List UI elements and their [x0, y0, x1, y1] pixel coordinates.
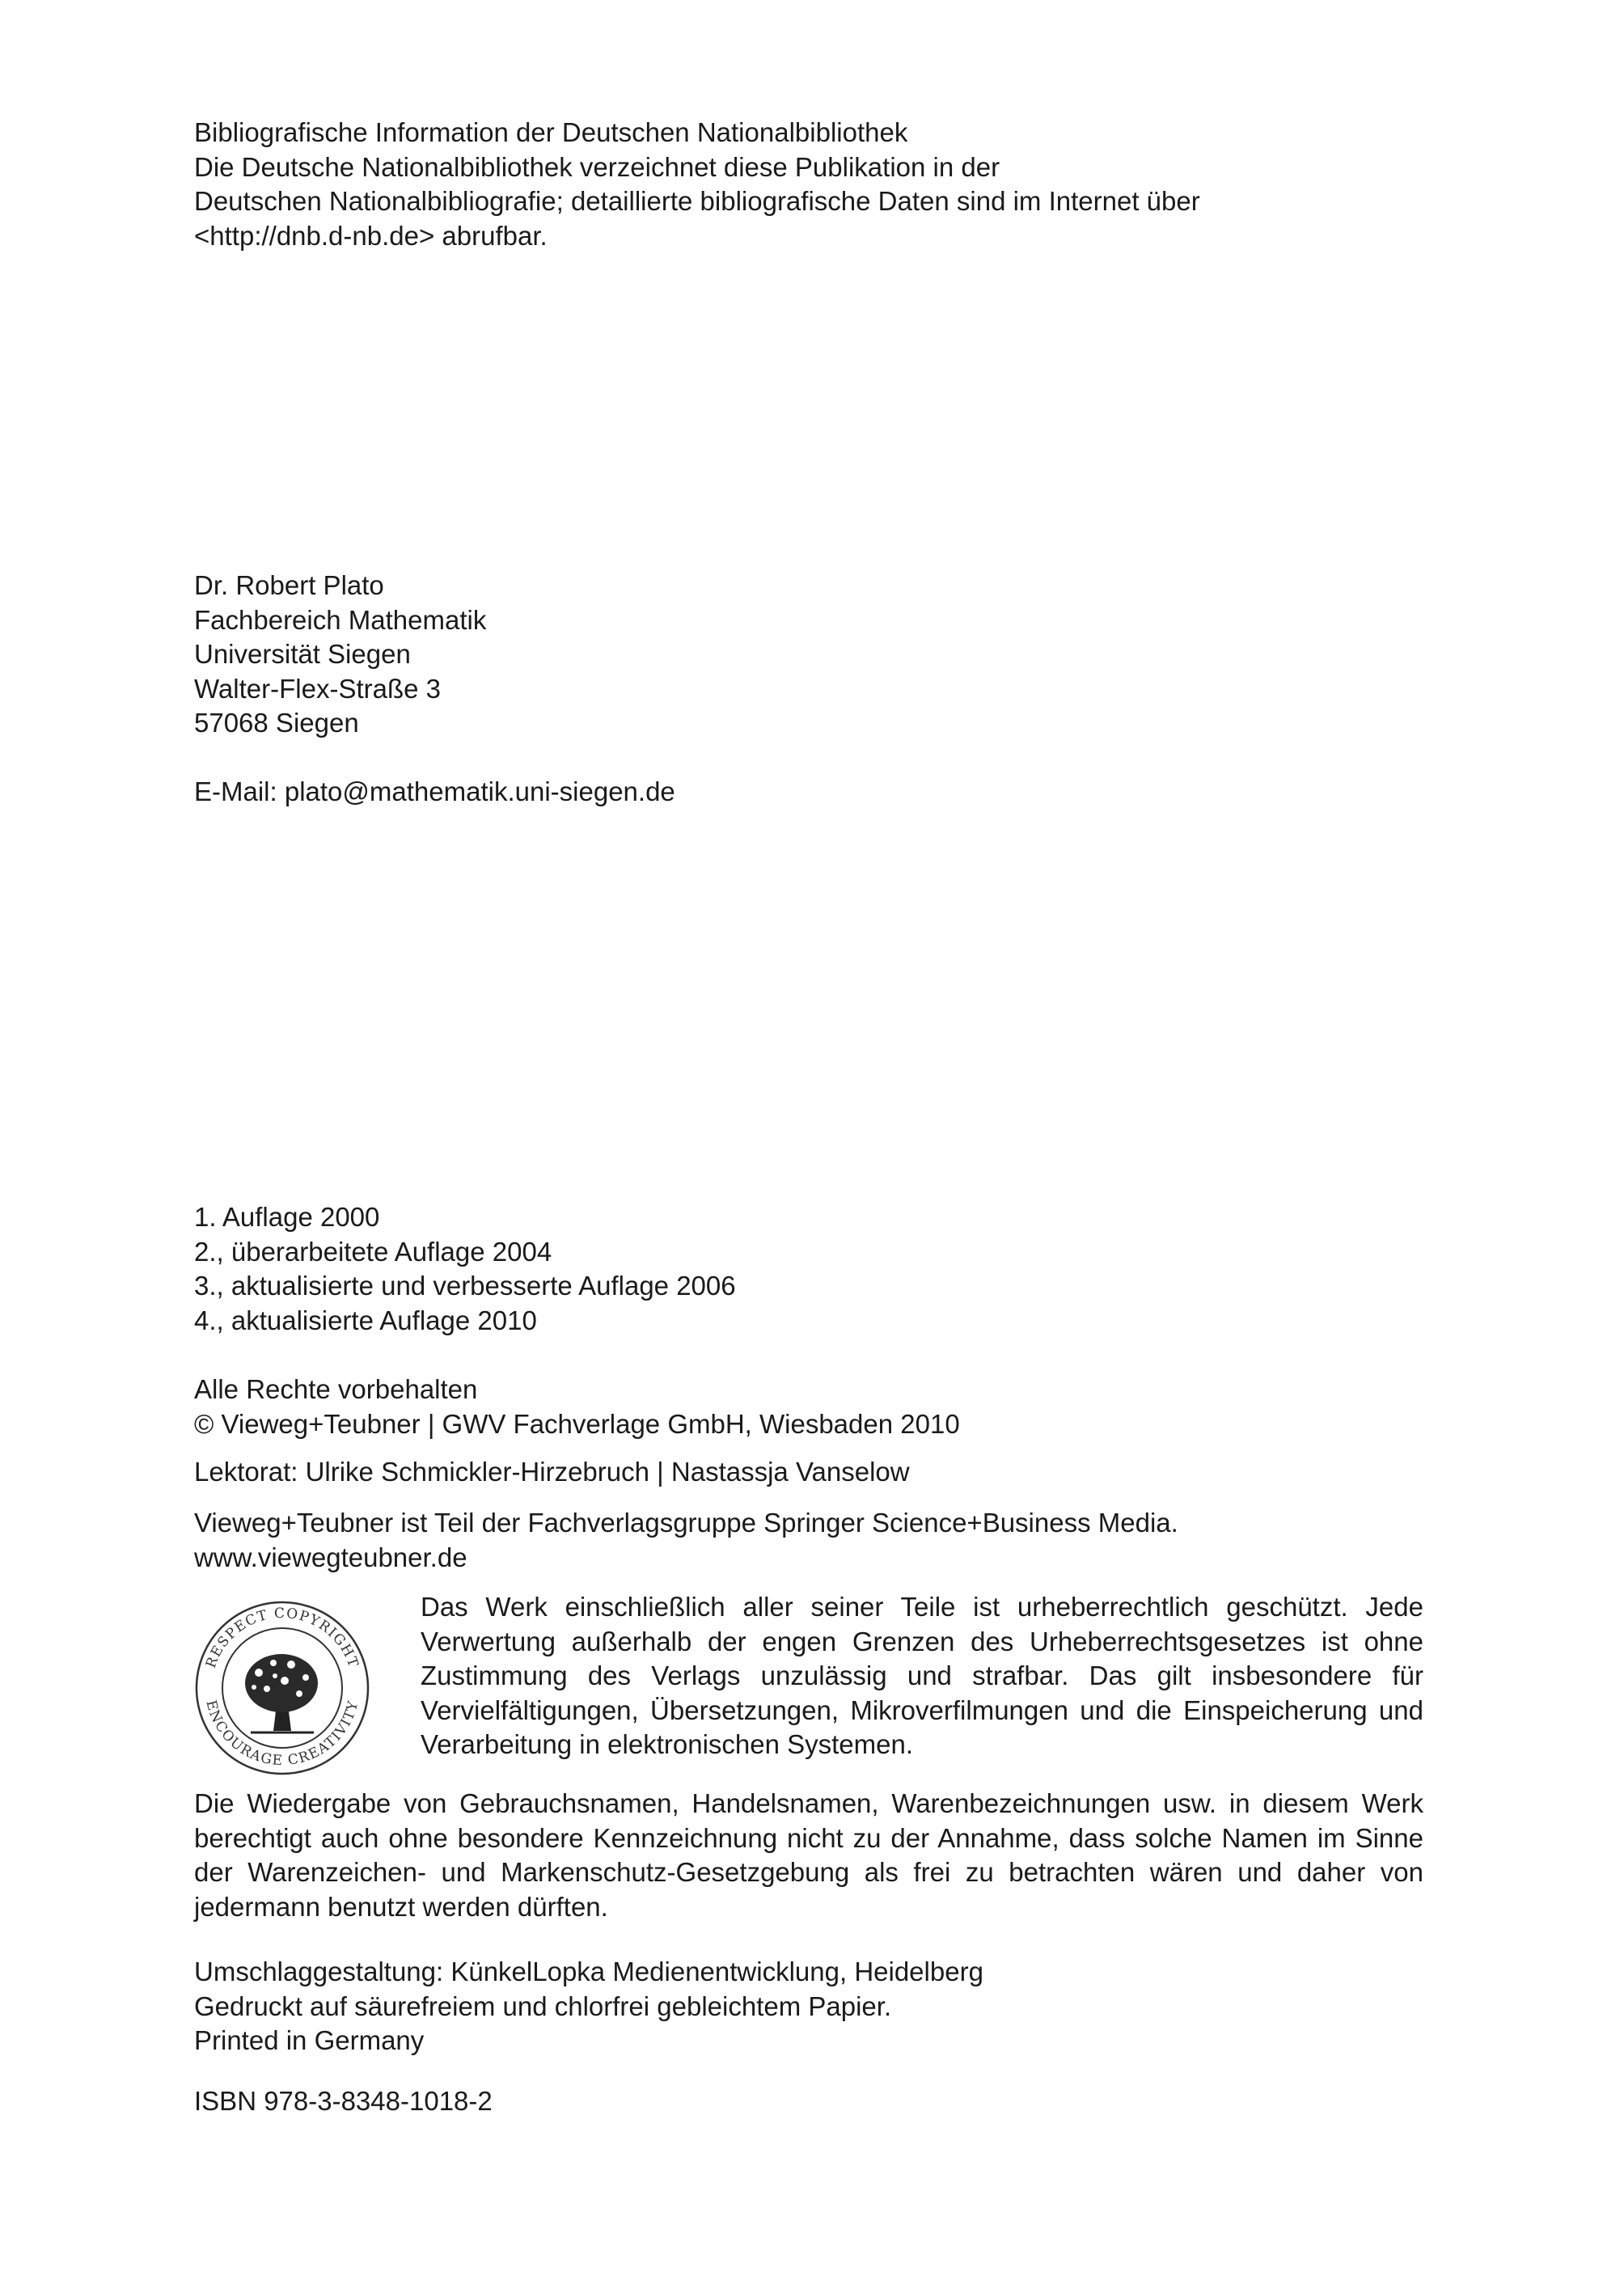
author-name: Dr. Robert Plato: [194, 570, 384, 600]
author-email: [194, 775, 1423, 810]
production-info: [194, 1955, 1423, 2058]
isbn-block: [194, 2084, 1423, 2119]
printed-in-line: Printed in Germany: [194, 2025, 425, 2055]
publisher-group-line: Vieweg+Teubner ist Teil der Fachverlagsgruppe Springer Science+Business Media.: [194, 1508, 1178, 1538]
trademark-notice: Die Wiedergabe von Gebrauchsnamen, Handelsnamen, Warenbezeichnungen usw. in diesem Werk berechtigt auch ohne besondere Kennzeichnung nicht zu der Annahme, dass solche Namen im Sinne der Warenzeichen- und Markenschutz-Gesetzgebung als frei zu betrachten wären und daher von jedermann benutzt werden dürften.: [194, 1788, 1423, 1922]
seal-top-text: RESPECT COPYRIGHT: [202, 1605, 362, 1670]
isbn-number: ISBN 978-3-8348-1018-2: [194, 2086, 493, 2116]
edition-item: 4., aktualisierte Auflage 2010: [194, 1305, 537, 1335]
author-street: Walter-Flex-Straße 3: [194, 673, 441, 704]
edition-item: 3., aktualisierte und verbesserte Auflage 2006: [194, 1271, 736, 1301]
rights-block: [194, 1373, 1423, 1441]
paper-line: Gedruckt auf säurefreiem und chlorfrei gebleichtem Papier.: [194, 1991, 892, 2021]
edition-list: [194, 1200, 1423, 1338]
edition-item: 1. Auflage 2000: [194, 1202, 380, 1232]
seal-bottom-text: ENCOURAGE CREATIVITY: [202, 1699, 362, 1770]
lektorat-block: [194, 1455, 1423, 1490]
rights-reserved: Alle Rechte vorbehalten: [194, 1374, 478, 1404]
author-university: Universität Siegen: [194, 639, 411, 669]
lektorat-line: Lektorat: Ulrike Schmickler-Hirzebruch | Nastassja Vanselow: [194, 1457, 910, 1487]
bibliographic-line: Deutschen Nationalbibliografie; detaillierte bibliografische Daten sind im Internet über: [194, 186, 1200, 216]
author-email-text: E-Mail: plato@mathematik.uni-siegen.de: [194, 776, 675, 806]
copyright-seal-logo: [194, 1600, 370, 1776]
copyright-line: © Vieweg+Teubner | GWV Fachverlage GmbH, Wiesbaden 2010: [194, 1408, 960, 1439]
author-address: [194, 569, 1423, 741]
author-department: Fachbereich Mathematik: [194, 604, 487, 635]
bibliographic-link-line: <http://dnb.d-nb.de> abrufbar.: [194, 220, 548, 251]
bibliographic-line: Die Deutsche Nationalbibliothek verzeichnet diese Publikation in der: [194, 151, 1000, 182]
bibliographic-info: [194, 116, 1423, 253]
tree-icon: [245, 1654, 318, 1732]
edition-item: 2., überarbeitete Auflage 2004: [194, 1236, 552, 1267]
publisher-group-block: [194, 1506, 1423, 1575]
publisher-website: www.viewegteubner.de: [194, 1542, 467, 1572]
copyright-notice: Das Werk einschließlich aller seiner Teile ist urheberrechtlich geschützt. Jede Verwertung außerhalb der engen Grenzen des Urheberrechtsgesetzes ist ohne Zustimmung des Verlags unzulässig und strafbar. Das gilt insbesondere für Vervielfältigungen, Übersetzungen, Mikroverfilmungen und die Einspeicherung und Verarbeitung in elektronischen Systemen.: [421, 1592, 1423, 1759]
bibliographic-heading: Bibliografische Information der Deutschen Nationalbibliothek: [194, 117, 908, 147]
cover-design-line: Umschlaggestaltung: KünkelLopka Medienentwicklung, Heidelberg: [194, 1957, 983, 1986]
author-city: 57068 Siegen: [194, 708, 359, 738]
